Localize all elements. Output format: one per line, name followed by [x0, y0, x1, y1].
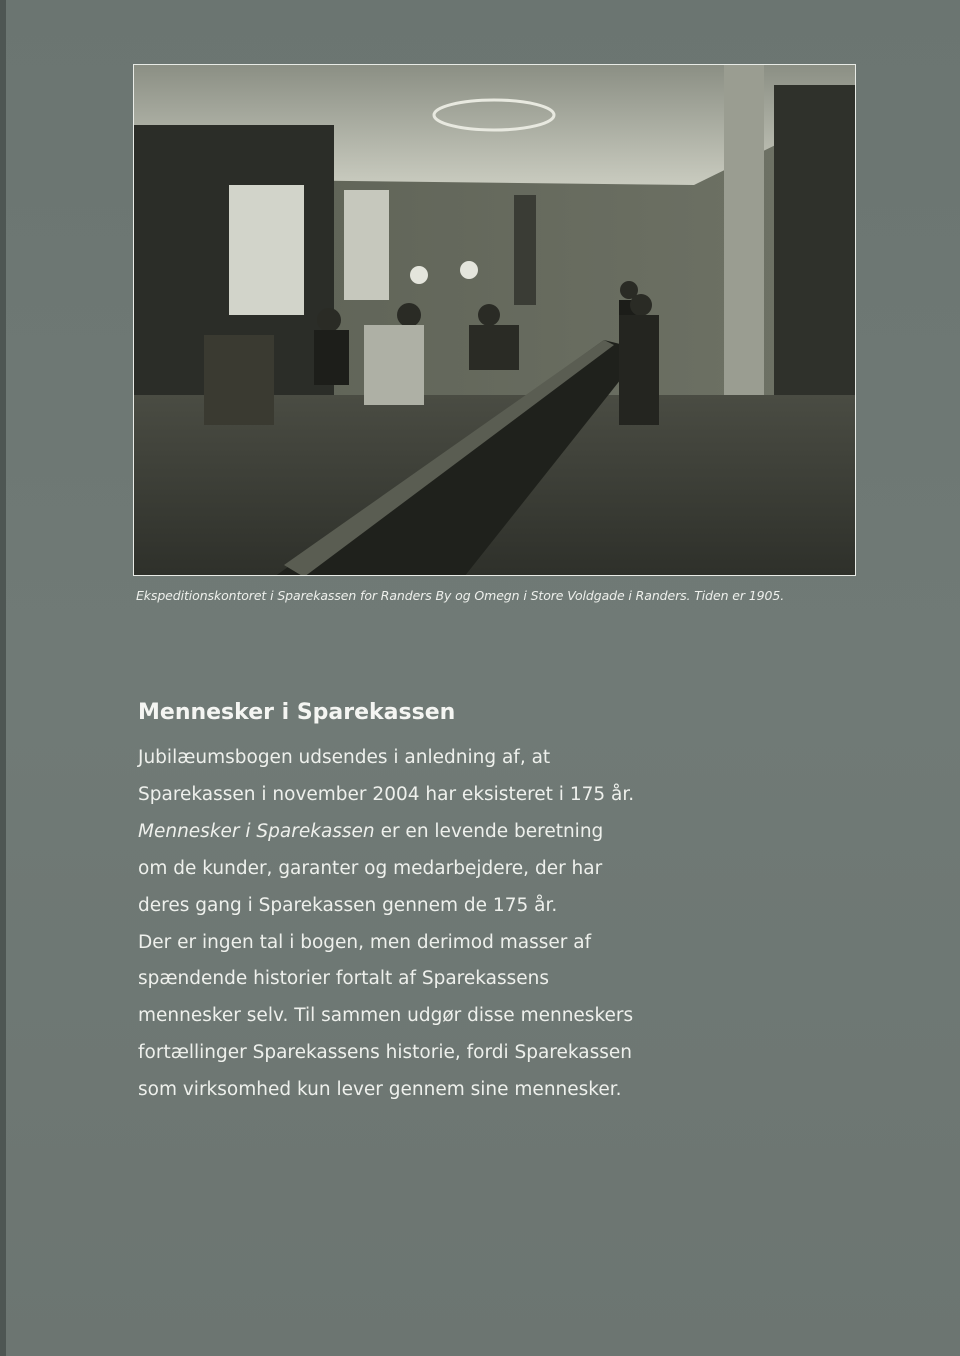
- spine-edge: [0, 0, 6, 1356]
- text-line: fortællinger Sparekassens historie, fordi Sparekassen: [138, 1042, 632, 1064]
- italic-book-title: Mennesker i Sparekassen: [138, 820, 375, 842]
- text-line: Sparekassen i november 2004 har eksisteret i 175 år.: [138, 783, 635, 805]
- text-line: [138, 814, 634, 851]
- text-line-rest: er en levende beretning: [380, 820, 604, 842]
- section-title: Mennesker i Sparekassen: [138, 700, 456, 725]
- text-line: spændende historier fortalt af Sparekassens: [138, 968, 550, 990]
- text-line: Jubilæumsbogen udsendes i anledning af, at: [138, 747, 551, 768]
- photo-illustration: [134, 65, 856, 576]
- text-line: om de kunder, garanter og medarbejdere, der har: [138, 857, 603, 879]
- photo-caption: Ekspeditionskontoret i Sparekassen for Randers By og Omegn i Store Voldgade i Randers. Tiden er 1905.: [136, 588, 785, 603]
- text-line: Der er ingen tal i bogen, men derimod masser af: [138, 931, 592, 953]
- text-line: deres gang i Sparekassen gennem de 175 år.: [138, 894, 558, 916]
- text-line: som virksomhed kun lever gennem sine mennesker.: [138, 1079, 622, 1101]
- text-line: mennesker selv. Til sammen udgør disse menneskers: [138, 1005, 634, 1027]
- historic-photo: [133, 64, 856, 576]
- description-text: [138, 740, 634, 1109]
